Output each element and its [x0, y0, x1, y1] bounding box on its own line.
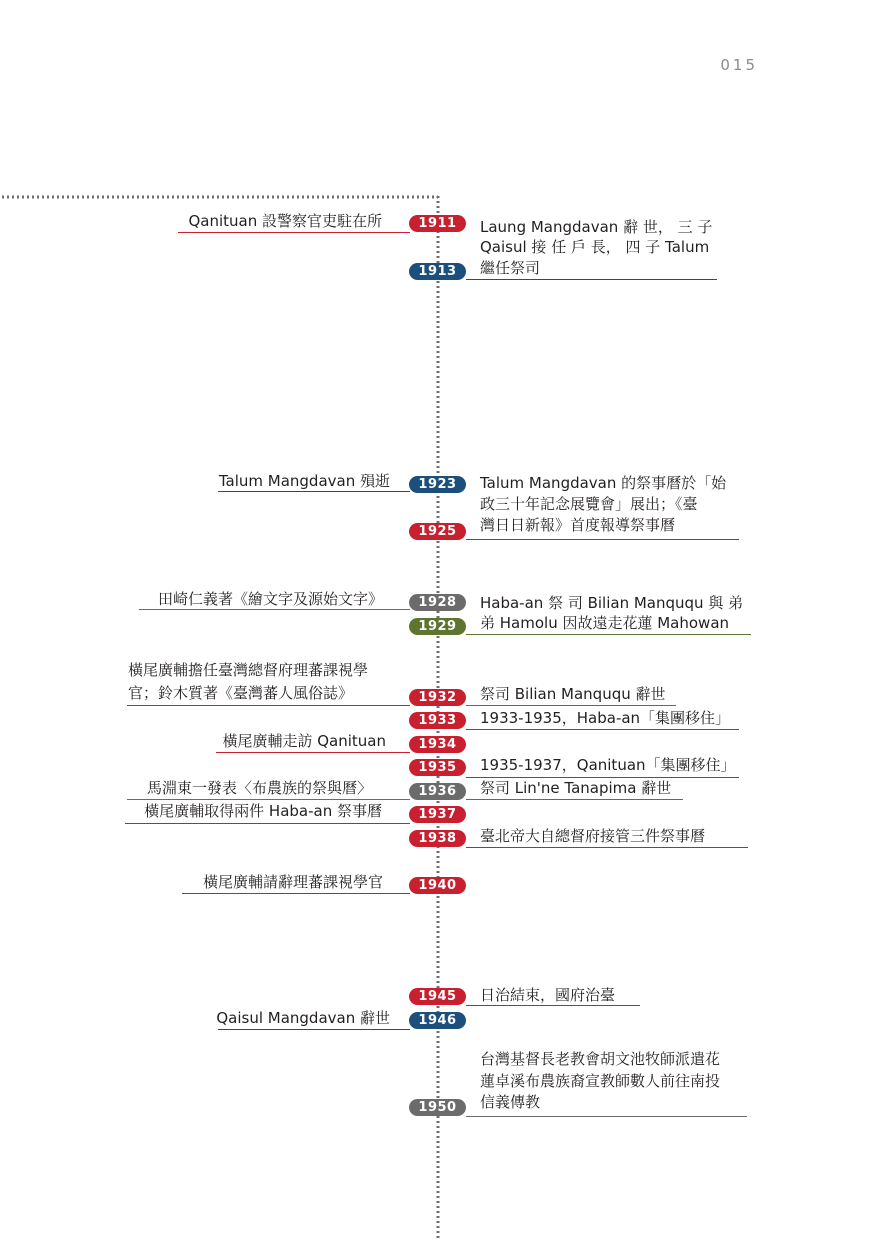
- rule-1932-left: [127, 705, 410, 706]
- year-badge-1936: 1936: [409, 783, 466, 800]
- year-badge-1937: 1937: [409, 806, 466, 823]
- year-badge-1950: 1950: [409, 1099, 466, 1116]
- rule-1928-left: [139, 609, 410, 610]
- rule-1937-left: [125, 823, 410, 824]
- event-1937-left: 橫尾廣輔取得兩件 Haba-an 祭事曆: [144, 802, 382, 820]
- event-1945-right: 日治結束，國府治臺: [480, 986, 616, 1004]
- year-badge-1925: 1925: [409, 523, 466, 540]
- year-badge-1913: 1913: [409, 263, 466, 280]
- event-1925-right-line1: Talum Mangdavan 的祭事曆於「始: [480, 474, 727, 492]
- year-badge-1945: 1945: [409, 988, 466, 1005]
- event-1913-right-line3: 繼任祭司: [480, 259, 541, 277]
- year-badge-1938: 1938: [409, 830, 466, 847]
- rule-1929-right: [466, 634, 751, 635]
- page-number: 015: [720, 56, 758, 74]
- event-1950-right-line3: 信義傳教: [480, 1093, 541, 1111]
- rule-1936-left: [127, 799, 410, 800]
- year-badge-1933: 1933: [409, 712, 466, 729]
- event-1911-left: Qanituan 設警察官吏駐在所: [188, 212, 382, 230]
- event-1934-left: 橫尾廣輔走訪 Qanituan: [222, 732, 386, 750]
- rule-1933-right: [466, 729, 739, 730]
- event-1925-right-line3: 灣日日新報》首度報導祭事曆: [480, 516, 676, 534]
- event-1913-right-line2: Qaisul 接 任 戶 長， 四 子 Talum: [480, 238, 710, 256]
- year-badge-1928: 1928: [409, 594, 466, 611]
- rule-1946-left: [218, 1029, 410, 1030]
- event-1932-left-line2: 官；鈴木質著《臺灣蕃人風俗誌》: [128, 684, 354, 702]
- event-1929-right-line2: 弟 Hamolu 因故遠走花蓮 Mahowan: [480, 614, 730, 632]
- rule-1938-right: [466, 847, 748, 848]
- year-badge-1934: 1934: [409, 736, 466, 753]
- rule-1923-left: [218, 491, 410, 492]
- event-1936-right: 祭司 Lin'ne Tanapima 辭世: [480, 779, 672, 797]
- event-1950-right-line2: 蓮卓溪布農族裔宣教師數人前往南投: [480, 1072, 721, 1090]
- rule-1936-right: [466, 799, 683, 800]
- rule-1911-left: [178, 232, 410, 233]
- year-badge-1929: 1929: [409, 618, 466, 635]
- event-1936-left: 馬淵東一發表〈布農族的祭與曆〉: [146, 779, 372, 797]
- event-1932-left-line1: 橫尾廣輔擔任臺灣總督府理蕃課視學: [128, 661, 369, 679]
- rule-1934-left: [216, 752, 410, 753]
- rule-1950-right: [466, 1116, 747, 1117]
- year-badge-1946: 1946: [409, 1012, 466, 1029]
- event-1935-right: 1935-1937，Qanituan「集團移住」: [480, 756, 736, 774]
- year-badge-1932: 1932: [409, 689, 466, 706]
- year-badge-1940: 1940: [409, 877, 466, 894]
- rule-1940-left: [182, 893, 410, 894]
- year-badge-1923: 1923: [409, 476, 466, 493]
- event-1940-left: 橫尾廣輔請辭理蕃課視學官: [202, 873, 383, 891]
- timeline-axis-horizontal: [0, 194, 440, 200]
- event-1933-right: 1933-1935，Haba-an「集團移住」: [480, 709, 731, 727]
- event-1950-right-line1: 台灣基督長老教會胡文池牧師派遣花: [480, 1050, 721, 1068]
- event-1929-right-line1: Haba-an 祭 司 Bilian Manququ 與 弟: [480, 594, 744, 612]
- year-badge-1935: 1935: [409, 759, 466, 776]
- event-1946-left: Qaisul Mangdavan 辭世: [216, 1009, 390, 1027]
- event-1925-right-line2: 政三十年記念展覽會」展出；《臺: [480, 495, 698, 513]
- year-badge-1911: 1911: [409, 215, 466, 232]
- rule-1925-right: [466, 539, 739, 540]
- rule-1932-right: [466, 705, 676, 706]
- event-1938-right: 臺北帝大自總督府接管三件祭事曆: [480, 827, 706, 845]
- event-1913-right-line1: Laung Mangdavan 辭 世， 三 子: [480, 218, 713, 236]
- event-1928-left: 田崎仁義著《繪文字及源始文字》: [157, 590, 383, 608]
- rule-1945-right: [466, 1005, 640, 1006]
- event-1932-right: 祭司 Bilian Manququ 辭世: [480, 685, 666, 703]
- event-1923-left: Talum Mangdavan 殞逝: [218, 472, 390, 490]
- rule-1913-right: [466, 279, 717, 280]
